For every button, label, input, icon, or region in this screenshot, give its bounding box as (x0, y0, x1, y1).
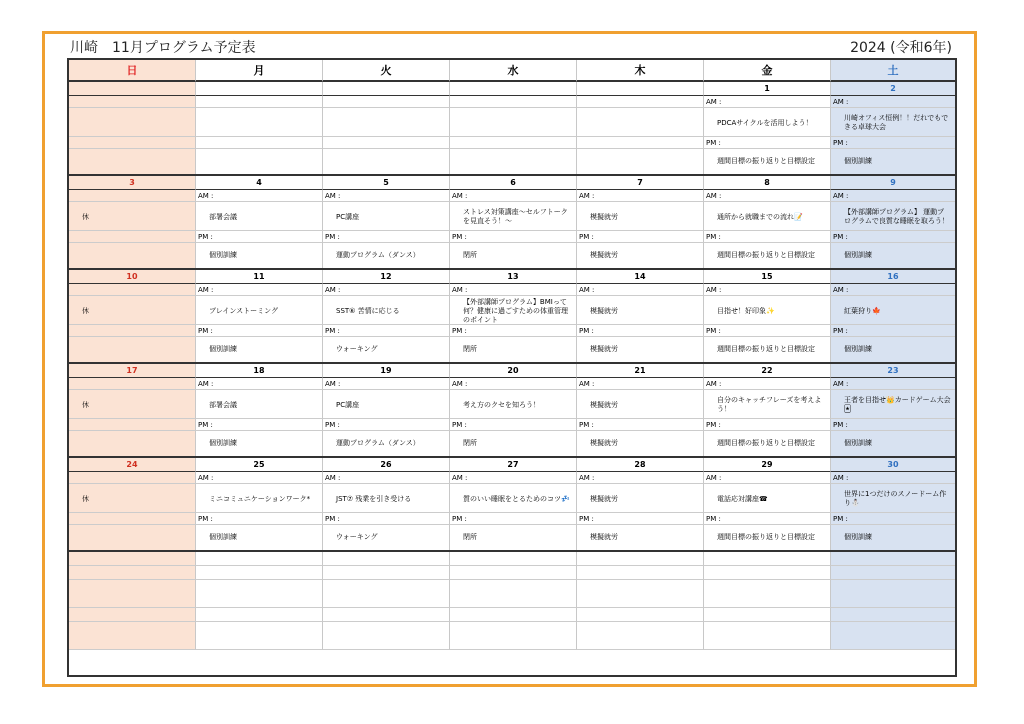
am-label: AM : (450, 472, 577, 484)
pm-program (196, 149, 323, 174)
am-label (69, 190, 196, 202)
pm-row (69, 337, 955, 362)
pm-label: PM : (831, 419, 955, 431)
pm-label: PM : (196, 231, 323, 243)
pm-program: 閉所 (450, 525, 577, 550)
pm-label: PM : (831, 137, 955, 149)
pm-label: PM : (196, 325, 323, 337)
date-cell: 10 (69, 270, 196, 284)
weekday-0: 日 (69, 60, 196, 82)
am-label: AM : (577, 190, 704, 202)
am-label: AM : (196, 284, 323, 296)
date-row (69, 364, 955, 378)
date-cell: 18 (196, 364, 323, 378)
date-cell: 9 (831, 176, 955, 190)
am-program: 模擬就労 (577, 484, 704, 513)
am-label: AM : (831, 472, 955, 484)
am-row (69, 296, 955, 325)
date-cell: 26 (323, 458, 450, 472)
pm-program: 週間目標の振り返りと目標設定 (704, 149, 831, 174)
am-program: 模擬就労 (577, 202, 704, 231)
weekday-3: 水 (450, 60, 577, 82)
pm-program: 模擬就労 (577, 337, 704, 362)
pm-row (69, 243, 955, 268)
am-label: AM : (577, 472, 704, 484)
pm-program: 個別訓練 (196, 337, 323, 362)
pm-label: PM : (323, 419, 450, 431)
pm-label (69, 325, 196, 337)
pm-label: PM : (323, 325, 450, 337)
am-label: AM : (704, 472, 831, 484)
am-program: 紅葉狩り🍁 (831, 296, 955, 325)
date-cell: 27 (450, 458, 577, 472)
pm-program (450, 149, 577, 174)
pm-label (577, 137, 704, 149)
date-cell: 8 (704, 176, 831, 190)
am-row (69, 108, 955, 137)
pm-program: 運動プログラム（ダンス） (323, 243, 450, 268)
date-cell (577, 82, 704, 96)
am-label: AM : (831, 378, 955, 390)
pm-program: 個別訓練 (196, 243, 323, 268)
am-label: AM : (704, 378, 831, 390)
pm-label: PM : (450, 419, 577, 431)
pm-label: PM : (831, 325, 955, 337)
week-block (69, 458, 955, 552)
am-label: AM : (196, 472, 323, 484)
pm-program (69, 243, 196, 268)
am-label: AM : (831, 284, 955, 296)
am-program (577, 108, 704, 137)
pm-program: 個別訓練 (831, 243, 955, 268)
pm-label: PM : (831, 231, 955, 243)
am-label: AM : (831, 96, 955, 108)
am-label: AM : (323, 472, 450, 484)
am-program: 世界に1つだけのスノードーム作り⛄ (831, 484, 955, 513)
date-cell: 20 (450, 364, 577, 378)
pm-program: 閉所 (450, 337, 577, 362)
pm-label (450, 137, 577, 149)
pm-label: PM : (704, 325, 831, 337)
am-label: AM : (831, 190, 955, 202)
pm-program: 模擬就労 (577, 525, 704, 550)
date-cell: 14 (577, 270, 704, 284)
weekday-1: 月 (196, 60, 323, 82)
pm-label (69, 137, 196, 149)
pm-program: 個別訓練 (196, 431, 323, 456)
am-program: 休 (69, 296, 196, 325)
date-cell: 4 (196, 176, 323, 190)
am-program: PC講座 (323, 390, 450, 419)
am-program: 目指せ！好印象✨ (704, 296, 831, 325)
pm-program (69, 149, 196, 174)
empty-row (69, 580, 955, 608)
pm-program: 個別訓練 (831, 149, 955, 174)
date-cell: 13 (450, 270, 577, 284)
am-label: AM : (323, 284, 450, 296)
pm-program: 個別訓練 (831, 337, 955, 362)
am-label: AM : (577, 284, 704, 296)
am-program: 電話応対講座☎ (704, 484, 831, 513)
pm-label: PM : (704, 137, 831, 149)
am-label: AM : (704, 96, 831, 108)
week-block (69, 270, 955, 364)
pm-label-row (69, 419, 955, 431)
pm-program: 模擬就労 (577, 243, 704, 268)
pm-program: 個別訓練 (831, 431, 955, 456)
am-program: 模擬就労 (577, 390, 704, 419)
am-program: 休 (69, 202, 196, 231)
date-cell: 30 (831, 458, 955, 472)
pm-label-row (69, 325, 955, 337)
am-program: PDCAサイクルを活用しよう！ (704, 108, 831, 137)
am-program: 自分のキャッチフレーズを考えよう！ (704, 390, 831, 419)
am-program: 【外部講師プログラム】 運動プログラムで良質な睡眠を取ろう！ (831, 202, 955, 231)
pm-label: PM : (577, 231, 704, 243)
am-program: 休 (69, 484, 196, 513)
am-label (69, 96, 196, 108)
pm-label (69, 419, 196, 431)
am-label: AM : (196, 378, 323, 390)
pm-program: 週間目標の振り返りと目標設定 (704, 243, 831, 268)
pm-label-row (69, 231, 955, 243)
am-program: 【外部講師プログラム】BMIって何？健康に過ごすための体重管理のポイント (450, 296, 577, 325)
weekday-4: 木 (577, 60, 704, 82)
pm-label: PM : (323, 231, 450, 243)
date-cell: 12 (323, 270, 450, 284)
date-cell: 6 (450, 176, 577, 190)
pm-label: PM : (323, 513, 450, 525)
date-cell: 21 (577, 364, 704, 378)
date-cell: 5 (323, 176, 450, 190)
calendar-grid (67, 58, 957, 677)
year-label: 2024 (令和6年) (850, 40, 952, 56)
am-label (69, 284, 196, 296)
am-label: AM : (323, 378, 450, 390)
pm-label-row (69, 513, 955, 525)
weekday-header (69, 60, 955, 82)
empty-row (69, 622, 955, 650)
am-row (69, 202, 955, 231)
am-label: AM : (450, 284, 577, 296)
pm-label: PM : (577, 419, 704, 431)
am-label (577, 96, 704, 108)
pm-program (69, 431, 196, 456)
weekday-5: 金 (704, 60, 831, 82)
am-label: AM : (196, 190, 323, 202)
pm-program: 閉所 (450, 243, 577, 268)
date-cell (69, 82, 196, 96)
am-program (69, 108, 196, 137)
am-program: 部署会議 (196, 202, 323, 231)
pm-program (323, 149, 450, 174)
pm-program: ウォーキング (323, 337, 450, 362)
date-cell: 17 (69, 364, 196, 378)
date-cell (450, 82, 577, 96)
am-program: 考え方のクセを知ろう！ (450, 390, 577, 419)
am-label-row (69, 378, 955, 390)
am-label (196, 96, 323, 108)
pm-label: PM : (704, 231, 831, 243)
date-cell: 2 (831, 82, 955, 96)
am-label: AM : (704, 190, 831, 202)
am-label-row (69, 284, 955, 296)
pm-label: PM : (196, 419, 323, 431)
date-row (69, 458, 955, 472)
pm-label: PM : (196, 513, 323, 525)
am-label (69, 472, 196, 484)
date-cell: 15 (704, 270, 831, 284)
am-label (450, 96, 577, 108)
am-label: AM : (577, 378, 704, 390)
date-cell: 3 (69, 176, 196, 190)
pm-program: 模擬就労 (577, 431, 704, 456)
pm-label (196, 137, 323, 149)
page-title: 川崎 11月プログラム予定表 (70, 40, 256, 56)
pm-program: 個別訓練 (196, 525, 323, 550)
week-block (69, 364, 955, 458)
week-block (69, 82, 955, 176)
am-label: AM : (704, 284, 831, 296)
am-program: ブレインストーミング (196, 296, 323, 325)
am-label: AM : (450, 190, 577, 202)
pm-label: PM : (704, 513, 831, 525)
pm-label (323, 137, 450, 149)
pm-program: 個別訓練 (831, 525, 955, 550)
am-program: JST⑦ 残業を引き受ける (323, 484, 450, 513)
pm-row (69, 525, 955, 550)
empty-row (69, 608, 955, 622)
date-row (69, 82, 955, 96)
date-cell: 11 (196, 270, 323, 284)
am-program (450, 108, 577, 137)
date-cell (323, 82, 450, 96)
am-program (323, 108, 450, 137)
weekday-2: 火 (323, 60, 450, 82)
date-cell: 23 (831, 364, 955, 378)
pm-program: ウォーキング (323, 525, 450, 550)
pm-label: PM : (577, 513, 704, 525)
date-cell: 28 (577, 458, 704, 472)
am-program: SST⑥ 苦情に応じる (323, 296, 450, 325)
date-cell: 16 (831, 270, 955, 284)
empty-week (69, 552, 955, 650)
pm-program: 週間目標の振り返りと目標設定 (704, 525, 831, 550)
pm-label (69, 513, 196, 525)
am-program: 王者を目指せ👑カードゲーム大会🃏 (831, 390, 955, 419)
am-program: PC講座 (323, 202, 450, 231)
am-row (69, 484, 955, 513)
date-cell: 7 (577, 176, 704, 190)
pm-program (577, 149, 704, 174)
pm-program (69, 337, 196, 362)
pm-label: PM : (450, 231, 577, 243)
pm-program: 運動プログラム（ダンス） (323, 431, 450, 456)
pm-program: 週間目標の振り返りと目標設定 (704, 431, 831, 456)
date-cell: 24 (69, 458, 196, 472)
pm-label: PM : (704, 419, 831, 431)
am-program: 川崎オフィス恒例！！だれでもできる卓球大会 (831, 108, 955, 137)
date-cell (196, 82, 323, 96)
pm-label (69, 231, 196, 243)
am-program: 休 (69, 390, 196, 419)
empty-row (69, 566, 955, 580)
am-program: ミニコミュニケーションワーク* (196, 484, 323, 513)
pm-label-row (69, 137, 955, 149)
pm-row (69, 149, 955, 174)
weekday-6: 土 (831, 60, 955, 82)
am-label-row (69, 472, 955, 484)
am-label: AM : (323, 190, 450, 202)
date-row (69, 176, 955, 190)
am-program: ストレス対策講座～セルフトークを見直そう！～ (450, 202, 577, 231)
am-program: 模擬就労 (577, 296, 704, 325)
am-label-row (69, 190, 955, 202)
empty-row (69, 552, 955, 566)
date-cell: 1 (704, 82, 831, 96)
am-label: AM : (450, 378, 577, 390)
date-cell: 29 (704, 458, 831, 472)
pm-label: PM : (577, 325, 704, 337)
am-program: 質のいい睡眠をとるためのコツ💤 (450, 484, 577, 513)
pm-label: PM : (450, 325, 577, 337)
pm-label: PM : (831, 513, 955, 525)
date-cell: 19 (323, 364, 450, 378)
pm-program: 週間目標の振り返りと目標設定 (704, 337, 831, 362)
date-row (69, 270, 955, 284)
date-cell: 25 (196, 458, 323, 472)
am-row (69, 390, 955, 419)
date-cell: 22 (704, 364, 831, 378)
week-block (69, 176, 955, 270)
am-program (196, 108, 323, 137)
am-label (323, 96, 450, 108)
am-program: 通所から就職までの流れ📝 (704, 202, 831, 231)
am-label-row (69, 96, 955, 108)
am-program: 部署会議 (196, 390, 323, 419)
pm-label: PM : (450, 513, 577, 525)
pm-program (69, 525, 196, 550)
am-label (69, 378, 196, 390)
pm-row (69, 431, 955, 456)
pm-program: 閉所 (450, 431, 577, 456)
